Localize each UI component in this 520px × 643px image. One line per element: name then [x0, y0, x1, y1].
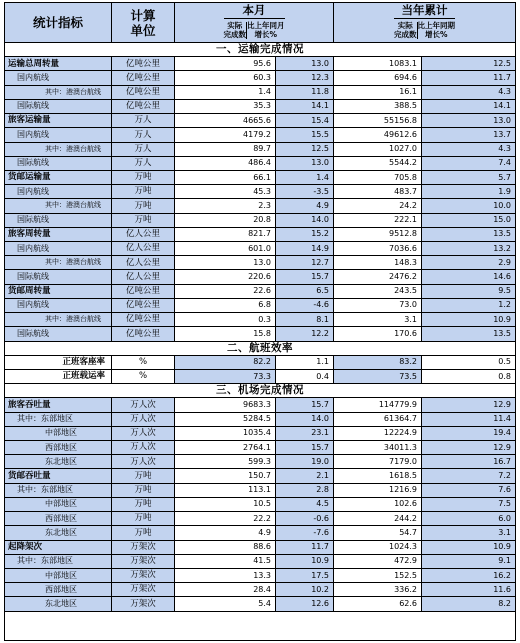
unit-cell: 万人 — [112, 157, 175, 171]
ytd-growth-cell: 13.0 — [422, 114, 515, 128]
header-month-yoy — [247, 22, 285, 39]
ytd-growth-cell: 13.5 — [422, 228, 515, 242]
month-growth-cell: 11.7 — [276, 541, 334, 555]
month-actual-cell: 601.0 — [175, 242, 276, 256]
row-label: 旅客周转量 — [5, 228, 112, 242]
row-label: 货邮吞吐量 — [5, 469, 112, 483]
header-unit-line-1: 单位 — [130, 22, 156, 38]
header-ytd-actual-line-1: 完成数 — [394, 29, 417, 39]
ytd-actual-cell: 73.5 — [334, 370, 422, 384]
row-label: 国际航线 — [5, 214, 112, 228]
month-growth-cell: 15.5 — [276, 128, 334, 142]
unit-cell: 万人 — [112, 128, 175, 142]
month-growth-cell: 12.3 — [276, 71, 334, 85]
unit-cell: 亿吨公里 — [112, 313, 175, 327]
ytd-actual-cell: 1083.1 — [334, 57, 422, 71]
month-actual-cell: 5.4 — [175, 597, 276, 611]
row-label: 中部地区 — [5, 498, 112, 512]
month-actual-cell: 88.6 — [175, 541, 276, 555]
month-growth-cell: 19.0 — [276, 455, 334, 469]
ytd-actual-cell: 1216.9 — [334, 484, 422, 498]
month-actual-cell: 13.0 — [175, 256, 276, 270]
ytd-growth-cell: 16.2 — [422, 569, 515, 583]
ytd-growth-cell: 0.5 — [422, 356, 515, 370]
ytd-growth-cell: 10.9 — [422, 541, 515, 555]
ytd-actual-cell: 12224.9 — [334, 427, 422, 441]
unit-cell: 万架次 — [112, 569, 175, 583]
unit-cell: 亿人公里 — [112, 256, 175, 270]
unit-cell: 万人次 — [112, 441, 175, 455]
unit-cell: 万架次 — [112, 583, 175, 597]
ytd-growth-cell: 6.0 — [422, 512, 515, 526]
row-label: 国际航线 — [5, 157, 112, 171]
month-actual-cell: 22.6 — [175, 285, 276, 299]
month-growth-cell: -7.6 — [276, 526, 334, 540]
month-growth-cell: 4.5 — [276, 498, 334, 512]
ytd-growth-cell: 14.1 — [422, 100, 515, 114]
month-growth-cell: 8.1 — [276, 313, 334, 327]
month-growth-cell: -3.5 — [276, 185, 334, 199]
month-actual-cell: 95.6 — [175, 57, 276, 71]
header-month-actual — [224, 22, 248, 39]
header-unit-line-0: 计算 — [130, 7, 156, 23]
ytd-actual-cell: 483.7 — [334, 185, 422, 199]
row-label: 西部地区 — [5, 583, 112, 597]
month-actual-cell: 45.3 — [175, 185, 276, 199]
month-actual-cell: 10.5 — [175, 498, 276, 512]
ytd-actual-cell: 170.6 — [334, 327, 422, 341]
ytd-growth-cell: 1.2 — [422, 299, 515, 313]
month-growth-cell: -4.6 — [276, 299, 334, 313]
unit-cell: 万架次 — [112, 555, 175, 569]
month-growth-cell: 12.5 — [276, 143, 334, 157]
month-growth-cell: 17.5 — [276, 569, 334, 583]
month-growth-cell: 15.4 — [276, 114, 334, 128]
row-label: 货邮运输量 — [5, 171, 112, 185]
header-month-yoy-line-1: 增长% — [254, 29, 277, 39]
month-growth-cell: 14.9 — [276, 242, 334, 256]
header-unit — [112, 3, 175, 43]
ytd-actual-cell: 9512.8 — [334, 228, 422, 242]
ytd-actual-cell: 55156.8 — [334, 114, 422, 128]
month-growth-cell: 15.7 — [276, 270, 334, 284]
ytd-actual-cell: 2476.2 — [334, 270, 422, 284]
row-label: 货邮周转量 — [5, 285, 112, 299]
unit-cell: 万吨 — [112, 498, 175, 512]
ytd-growth-cell: 13.2 — [422, 242, 515, 256]
row-label: 正班载运率 — [5, 370, 112, 384]
row-label: 东北地区 — [5, 597, 112, 611]
unit-cell: 万吨 — [112, 526, 175, 540]
statistics-table — [4, 2, 516, 641]
row-label: 东北地区 — [5, 455, 112, 469]
unit-cell: 万人 — [112, 143, 175, 157]
ytd-actual-cell: 152.5 — [334, 569, 422, 583]
row-label: 中部地区 — [5, 569, 112, 583]
row-label: 其中：港澳台航线 — [5, 86, 112, 100]
unit-cell: 亿吨公里 — [112, 86, 175, 100]
ytd-actual-cell: 705.8 — [334, 171, 422, 185]
header-ytd-actual-line-0: 实际 — [397, 20, 413, 30]
row-label: 国际航线 — [5, 100, 112, 114]
month-actual-cell: 22.2 — [175, 512, 276, 526]
ytd-actual-cell: 54.7 — [334, 526, 422, 540]
month-actual-cell: 15.8 — [175, 327, 276, 341]
ytd-growth-cell: 10.0 — [422, 199, 515, 213]
row-label: 旅客运输量 — [5, 114, 112, 128]
month-growth-cell: 2.8 — [276, 484, 334, 498]
row-label: 国际航线 — [5, 270, 112, 284]
unit-cell: 亿吨公里 — [112, 100, 175, 114]
unit-cell: 万人 — [112, 114, 175, 128]
unit-cell: 万架次 — [112, 541, 175, 555]
ytd-actual-cell: 34011.3 — [334, 441, 422, 455]
ytd-growth-cell: 7.4 — [422, 157, 515, 171]
row-label: 西部地区 — [5, 512, 112, 526]
ytd-growth-cell: 7.5 — [422, 498, 515, 512]
ytd-actual-cell: 336.2 — [334, 583, 422, 597]
unit-cell: 亿人公里 — [112, 242, 175, 256]
row-label: 其中：港澳台航线 — [5, 313, 112, 327]
row-label: 其中：港澳台航线 — [5, 256, 112, 270]
month-actual-cell: 60.3 — [175, 71, 276, 85]
unit-cell: % — [112, 370, 175, 384]
month-actual-cell: 20.8 — [175, 214, 276, 228]
month-growth-cell: 13.0 — [276, 57, 334, 71]
ytd-actual-cell: 244.2 — [334, 512, 422, 526]
ytd-actual-cell: 1027.0 — [334, 143, 422, 157]
month-actual-cell: 9683.3 — [175, 398, 276, 412]
row-label: 国内航线 — [5, 185, 112, 199]
month-growth-cell: 15.7 — [276, 441, 334, 455]
ytd-growth-cell: 1.9 — [422, 185, 515, 199]
header-month-sub — [224, 19, 285, 42]
ytd-actual-cell: 102.6 — [334, 498, 422, 512]
header-ytd-yoy-line-0: 比上年同期 — [417, 20, 455, 30]
month-actual-cell: 821.7 — [175, 228, 276, 242]
row-label: 中部地区 — [5, 427, 112, 441]
ytd-actual-cell: 472.9 — [334, 555, 422, 569]
header-month-actual-line-1: 完成数 — [223, 29, 246, 39]
month-growth-cell: 14.0 — [276, 413, 334, 427]
unit-cell: 万吨 — [112, 469, 175, 483]
ytd-growth-cell: 7.2 — [422, 469, 515, 483]
ytd-growth-cell: 4.3 — [422, 86, 515, 100]
ytd-actual-cell: 222.1 — [334, 214, 422, 228]
month-growth-cell: 12.7 — [276, 256, 334, 270]
month-actual-cell: 66.1 — [175, 171, 276, 185]
month-growth-cell: 11.8 — [276, 86, 334, 100]
ytd-actual-cell: 24.2 — [334, 199, 422, 213]
ytd-growth-cell: 10.9 — [422, 313, 515, 327]
header-ytd-sub — [394, 19, 455, 42]
header-indicator: 统计指标 — [5, 3, 112, 43]
month-actual-cell: 1.4 — [175, 86, 276, 100]
unit-cell: 万吨 — [112, 512, 175, 526]
row-label: 国内航线 — [5, 299, 112, 313]
ytd-growth-cell: 2.9 — [422, 256, 515, 270]
row-label: 其中：港澳台航线 — [5, 199, 112, 213]
header-month-yoy-line-0: 比上年同月 — [247, 20, 285, 30]
month-actual-cell: 35.3 — [175, 100, 276, 114]
row-label: 国内航线 — [5, 242, 112, 256]
ytd-growth-cell: 0.8 — [422, 370, 515, 384]
month-actual-cell: 89.7 — [175, 143, 276, 157]
month-actual-cell: 4.9 — [175, 526, 276, 540]
month-growth-cell: 12.6 — [276, 597, 334, 611]
ytd-actual-cell: 3.1 — [334, 313, 422, 327]
month-growth-cell: 0.4 — [276, 370, 334, 384]
section-title: 二、航班效率 — [5, 342, 515, 356]
unit-cell: 万吨 — [112, 185, 175, 199]
header-ytd: 当年累计 — [394, 3, 455, 19]
month-actual-cell: 150.7 — [175, 469, 276, 483]
month-actual-cell: 1035.4 — [175, 427, 276, 441]
unit-cell: 亿人公里 — [112, 228, 175, 242]
header-ytd-yoy — [418, 22, 456, 39]
month-actual-cell: 4179.2 — [175, 128, 276, 142]
ytd-actual-cell: 16.1 — [334, 86, 422, 100]
row-label: 其中：港澳台航线 — [5, 143, 112, 157]
table-grid — [5, 3, 515, 640]
month-growth-cell: 1.4 — [276, 171, 334, 185]
month-actual-cell: 6.8 — [175, 299, 276, 313]
ytd-growth-cell: 12.5 — [422, 57, 515, 71]
ytd-actual-cell: 62.6 — [334, 597, 422, 611]
unit-cell: 万人次 — [112, 427, 175, 441]
month-growth-cell: 2.1 — [276, 469, 334, 483]
header-month: 本月 — [224, 3, 285, 19]
ytd-growth-cell: 12.9 — [422, 441, 515, 455]
month-actual-cell: 41.5 — [175, 555, 276, 569]
month-growth-cell: 10.9 — [276, 555, 334, 569]
ytd-actual-cell: 83.2 — [334, 356, 422, 370]
ytd-growth-cell: 16.7 — [422, 455, 515, 469]
month-growth-cell: 12.2 — [276, 327, 334, 341]
month-actual-cell: 82.2 — [175, 356, 276, 370]
ytd-actual-cell: 7179.0 — [334, 455, 422, 469]
month-growth-cell: 23.1 — [276, 427, 334, 441]
month-actual-cell: 2.3 — [175, 199, 276, 213]
row-label: 正班客座率 — [5, 356, 112, 370]
ytd-actual-cell: 49612.6 — [334, 128, 422, 142]
ytd-actual-cell: 694.6 — [334, 71, 422, 85]
unit-cell: 亿吨公里 — [112, 57, 175, 71]
ytd-actual-cell: 388.5 — [334, 100, 422, 114]
header-month-group — [175, 3, 334, 43]
ytd-actual-cell: 73.0 — [334, 299, 422, 313]
month-growth-cell: 13.0 — [276, 157, 334, 171]
unit-cell: 亿吨公里 — [112, 71, 175, 85]
unit-cell: 万吨 — [112, 484, 175, 498]
month-actual-cell: 599.3 — [175, 455, 276, 469]
ytd-growth-cell: 11.4 — [422, 413, 515, 427]
unit-cell: 万人次 — [112, 455, 175, 469]
unit-cell: 万人次 — [112, 398, 175, 412]
ytd-growth-cell: 15.0 — [422, 214, 515, 228]
ytd-growth-cell: 9.1 — [422, 555, 515, 569]
month-actual-cell: 113.1 — [175, 484, 276, 498]
header-month-actual-line-0: 实际 — [227, 20, 243, 30]
row-label: 旅客吞吐量 — [5, 398, 112, 412]
section-title: 一、运输完成情况 — [5, 43, 515, 57]
ytd-actual-cell: 1024.3 — [334, 541, 422, 555]
row-label: 其中：东部地区 — [5, 484, 112, 498]
unit-cell: 万吨 — [112, 214, 175, 228]
row-label: 东北地区 — [5, 526, 112, 540]
unit-cell: 万吨 — [112, 171, 175, 185]
month-actual-cell: 13.3 — [175, 569, 276, 583]
month-growth-cell: 15.2 — [276, 228, 334, 242]
month-actual-cell: 0.3 — [175, 313, 276, 327]
header-ytd-yoy-line-1: 增长% — [424, 29, 448, 39]
ytd-growth-cell: 7.6 — [422, 484, 515, 498]
month-growth-cell: 4.9 — [276, 199, 334, 213]
month-actual-cell: 5284.5 — [175, 413, 276, 427]
ytd-growth-cell: 13.5 — [422, 327, 515, 341]
unit-cell: 亿吨公里 — [112, 327, 175, 341]
unit-cell: 亿人公里 — [112, 270, 175, 284]
row-label: 起降架次 — [5, 541, 112, 555]
ytd-growth-cell: 3.1 — [422, 526, 515, 540]
ytd-growth-cell: 11.6 — [422, 583, 515, 597]
row-label: 国际航线 — [5, 327, 112, 341]
header-unit-text — [130, 8, 155, 38]
ytd-growth-cell: 5.7 — [422, 171, 515, 185]
ytd-actual-cell: 243.5 — [334, 285, 422, 299]
month-actual-cell: 486.4 — [175, 157, 276, 171]
ytd-actual-cell: 1618.5 — [334, 469, 422, 483]
unit-cell: % — [112, 356, 175, 370]
row-label: 西部地区 — [5, 441, 112, 455]
unit-cell: 万人次 — [112, 413, 175, 427]
ytd-growth-cell: 13.7 — [422, 128, 515, 142]
month-actual-cell: 73.3 — [175, 370, 276, 384]
unit-cell: 亿吨公里 — [112, 285, 175, 299]
header-ytd-actual — [394, 22, 418, 39]
ytd-actual-cell: 5544.2 — [334, 157, 422, 171]
month-actual-cell: 2764.1 — [175, 441, 276, 455]
row-label: 运输总周转量 — [5, 57, 112, 71]
month-growth-cell: -0.6 — [276, 512, 334, 526]
month-actual-cell: 220.6 — [175, 270, 276, 284]
month-actual-cell: 4665.6 — [175, 114, 276, 128]
ytd-growth-cell: 12.9 — [422, 398, 515, 412]
unit-cell: 万吨 — [112, 199, 175, 213]
ytd-actual-cell: 148.3 — [334, 256, 422, 270]
month-growth-cell: 15.7 — [276, 398, 334, 412]
ytd-growth-cell: 8.2 — [422, 597, 515, 611]
ytd-growth-cell: 11.7 — [422, 71, 515, 85]
month-growth-cell: 14.1 — [276, 100, 334, 114]
month-growth-cell: 1.1 — [276, 356, 334, 370]
month-growth-cell: 6.5 — [276, 285, 334, 299]
ytd-actual-cell: 7036.6 — [334, 242, 422, 256]
row-label: 其中：东部地区 — [5, 413, 112, 427]
header-ytd-group — [334, 3, 515, 43]
unit-cell: 亿吨公里 — [112, 299, 175, 313]
ytd-growth-cell: 4.3 — [422, 143, 515, 157]
ytd-actual-cell: 114779.9 — [334, 398, 422, 412]
row-label: 其中：东部地区 — [5, 555, 112, 569]
row-label: 国内航线 — [5, 71, 112, 85]
month-actual-cell: 28.4 — [175, 583, 276, 597]
ytd-actual-cell: 61364.7 — [334, 413, 422, 427]
ytd-growth-cell: 19.4 — [422, 427, 515, 441]
row-label: 国内航线 — [5, 128, 112, 142]
section-title: 三、机场完成情况 — [5, 384, 515, 398]
month-growth-cell: 10.2 — [276, 583, 334, 597]
month-growth-cell: 14.0 — [276, 214, 334, 228]
unit-cell: 万架次 — [112, 597, 175, 611]
ytd-growth-cell: 14.6 — [422, 270, 515, 284]
ytd-growth-cell: 9.5 — [422, 285, 515, 299]
